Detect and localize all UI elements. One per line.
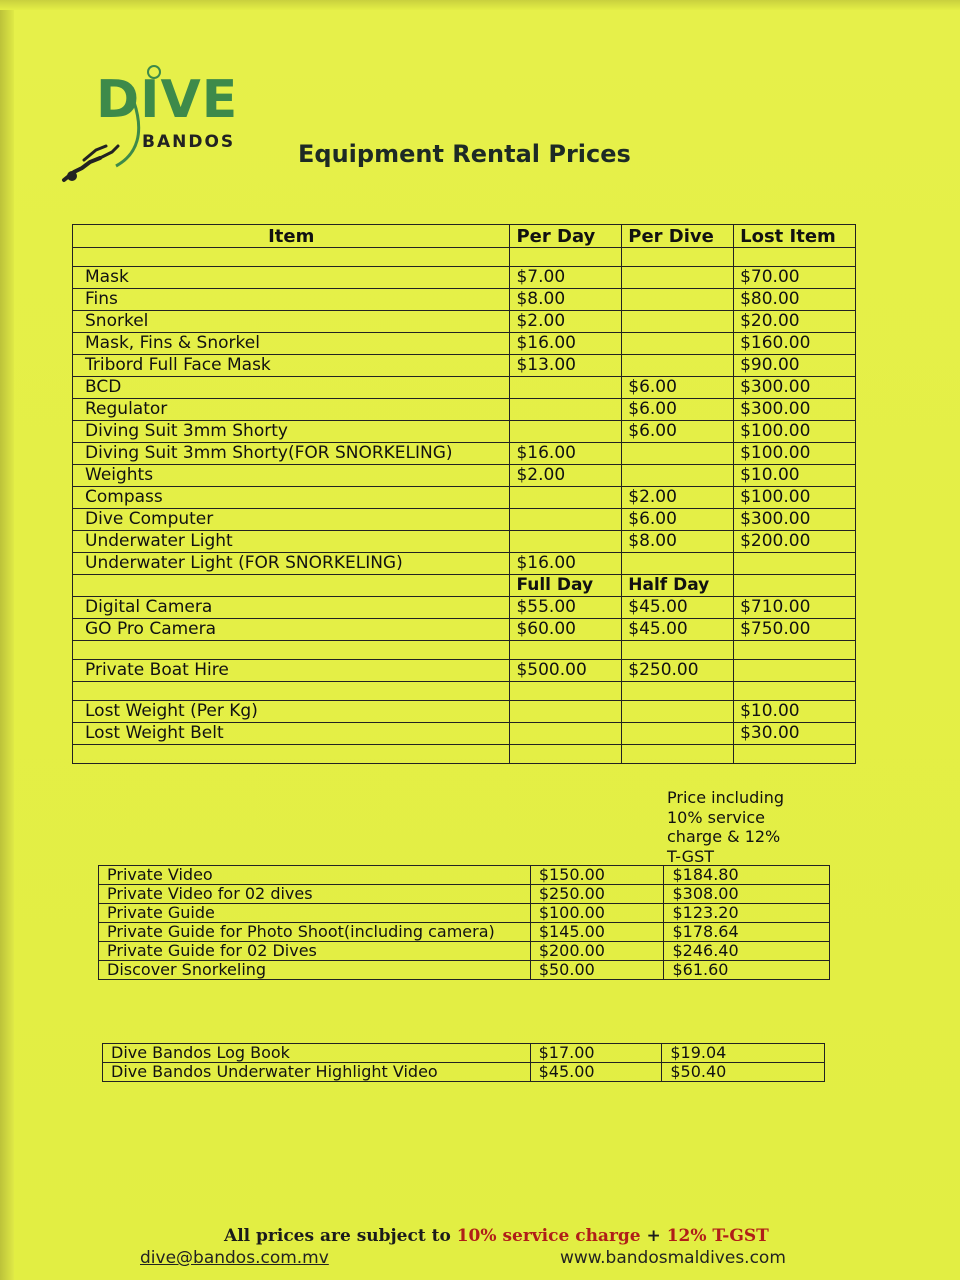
price-cell [622, 355, 734, 377]
table-row [99, 904, 830, 923]
empty-cell [622, 682, 734, 701]
table-row [73, 723, 856, 745]
price-cell: $8.00 [622, 531, 734, 553]
subheader-cell: Full Day [510, 575, 622, 597]
blank-row [73, 745, 856, 764]
price-cell [622, 553, 734, 575]
logo-word-bandos: BANDOS [142, 132, 236, 152]
item-name-cell: Snorkel [73, 311, 510, 333]
price-cell: $80.00 [734, 289, 856, 311]
extras-table [102, 1043, 825, 1082]
price-cell: $246.40 [664, 942, 830, 961]
price-cell: $70.00 [734, 267, 856, 289]
item-name-cell: Diving Suit 3mm Shorty [73, 421, 510, 443]
table-row [99, 961, 830, 980]
price-cell: $8.00 [510, 289, 622, 311]
item-name-cell: Dive Bandos Underwater Highlight Video [103, 1063, 531, 1082]
table-row [73, 399, 856, 421]
price-cell [622, 701, 734, 723]
price-cell: $61.60 [664, 961, 830, 980]
note-line: charge & 12% [667, 827, 781, 846]
price-cell: $50.40 [662, 1063, 825, 1082]
table-row [73, 465, 856, 487]
header-item: Item [73, 225, 510, 248]
price-cell: $300.00 [734, 509, 856, 531]
terms-plus: + [640, 1226, 667, 1246]
price-cell: $45.00 [622, 619, 734, 641]
terms-prefix: All prices are subject to [224, 1226, 457, 1246]
price-cell: $100.00 [734, 487, 856, 509]
note-line: Price including [667, 788, 784, 807]
price-cell: $178.64 [664, 923, 830, 942]
price-cell [622, 443, 734, 465]
price-cell [510, 701, 622, 723]
price-cell: $55.00 [510, 597, 622, 619]
price-cell [622, 333, 734, 355]
price-cell: $6.00 [622, 421, 734, 443]
price-cell: $123.20 [664, 904, 830, 923]
item-name-cell: Underwater Light [73, 531, 510, 553]
price-cell [510, 723, 622, 745]
price-cell: $100.00 [734, 443, 856, 465]
item-name-cell: Tribord Full Face Mask [73, 355, 510, 377]
website-url: www.bandosmaldives.com [560, 1248, 786, 1268]
price-cell: $16.00 [510, 333, 622, 355]
table-row [99, 942, 830, 961]
price-cell: $2.00 [622, 487, 734, 509]
price-cell [622, 311, 734, 333]
item-name-cell: Regulator [73, 399, 510, 421]
price-cell [510, 509, 622, 531]
blank-row [73, 641, 856, 660]
price-cell: $308.00 [664, 885, 830, 904]
item-name-cell: Discover Snorkeling [99, 961, 531, 980]
services-table [98, 865, 830, 980]
price-cell: $20.00 [734, 311, 856, 333]
price-cell [510, 421, 622, 443]
price-cell: $6.00 [622, 399, 734, 421]
empty-cell [510, 745, 622, 764]
price-cell: $2.00 [510, 465, 622, 487]
table-row [73, 311, 856, 333]
note-line: T-GST [667, 846, 714, 866]
table-row [73, 701, 856, 723]
item-name-cell: Private Guide [99, 904, 531, 923]
price-cell [622, 723, 734, 745]
table-row [99, 885, 830, 904]
empty-cell [734, 641, 856, 660]
item-name-cell: Dive Bandos Log Book [103, 1044, 531, 1063]
table-row [73, 355, 856, 377]
gst-text: 12% T-GST [666, 1226, 769, 1246]
empty-cell [510, 641, 622, 660]
table-row [73, 333, 856, 355]
price-cell [622, 465, 734, 487]
price-cell [622, 289, 734, 311]
price-cell: $19.04 [662, 1044, 825, 1063]
price-cell: $13.00 [510, 355, 622, 377]
price-cell: $16.00 [510, 443, 622, 465]
price-cell: $6.00 [622, 377, 734, 399]
price-cell: $184.80 [664, 866, 830, 885]
empty-cell [510, 682, 622, 701]
empty-cell [622, 641, 734, 660]
item-name-cell: Digital Camera [73, 597, 510, 619]
table-row [99, 923, 830, 942]
price-cell: $200.00 [530, 942, 664, 961]
price-cell: $500.00 [510, 660, 622, 682]
table-row [99, 866, 830, 885]
price-cell [510, 531, 622, 553]
item-name-cell: Diving Suit 3mm Shorty(FOR SNORKELING) [73, 443, 510, 465]
table-row [73, 597, 856, 619]
table-row [73, 267, 856, 289]
subheader-cell: Half Day [622, 575, 734, 597]
service-charge-text: 10% service charge [456, 1226, 641, 1246]
empty-cell [734, 682, 856, 701]
header-per-day: Per Day [510, 225, 622, 248]
item-name-cell: Lost Weight Belt [73, 723, 510, 745]
price-cell: $200.00 [734, 531, 856, 553]
price-terms-note [224, 1226, 769, 1246]
blank-row [73, 248, 856, 267]
price-cell: $6.00 [622, 509, 734, 531]
table-row [103, 1044, 825, 1063]
price-cell: $30.00 [734, 723, 856, 745]
item-name-cell: Compass [73, 487, 510, 509]
item-name-cell: Weights [73, 465, 510, 487]
price-cell [734, 660, 856, 682]
price-cell: $16.00 [510, 553, 622, 575]
empty-cell [73, 682, 510, 701]
item-name-cell: Private Guide for Photo Shoot(including camera) [99, 923, 531, 942]
empty-cell [622, 745, 734, 764]
subheader-cell [734, 575, 856, 597]
price-cell: $10.00 [734, 701, 856, 723]
dive-bandos-logo [56, 62, 246, 192]
note-line: 10% service [667, 807, 765, 827]
price-cell: $300.00 [734, 377, 856, 399]
sheet-edge-top [0, 0, 960, 10]
table-header-row [73, 225, 856, 248]
price-cell: $750.00 [734, 619, 856, 641]
item-name-cell: Private Guide for 02 Dives [99, 942, 531, 961]
price-cell: $45.00 [530, 1063, 662, 1082]
price-cell: $90.00 [734, 355, 856, 377]
item-name-cell: Mask [73, 267, 510, 289]
table-row [73, 619, 856, 641]
contact-email: dive@bandos.com.mv [140, 1248, 329, 1268]
price-cell: $100.00 [530, 904, 664, 923]
table-row [103, 1063, 825, 1082]
table-row [73, 487, 856, 509]
price-cell: $150.00 [530, 866, 664, 885]
price-cell: $7.00 [510, 267, 622, 289]
price-cell [510, 487, 622, 509]
price-cell: $50.00 [530, 961, 664, 980]
sheet-edge [0, 0, 14, 1280]
table-row [73, 553, 856, 575]
table-row [73, 443, 856, 465]
price-cell: $160.00 [734, 333, 856, 355]
table-row [73, 421, 856, 443]
blank-row [73, 682, 856, 701]
price-cell: $300.00 [734, 399, 856, 421]
logo-word-dive: DIVE [96, 70, 239, 130]
price-cell: $250.00 [622, 660, 734, 682]
table-row [73, 531, 856, 553]
item-name-cell: Mask, Fins & Snorkel [73, 333, 510, 355]
item-name-cell: GO Pro Camera [73, 619, 510, 641]
item-name-cell: Underwater Light (FOR SNORKELING) [73, 553, 510, 575]
price-cell: $10.00 [734, 465, 856, 487]
price-cell: $145.00 [530, 923, 664, 942]
empty-cell [73, 745, 510, 764]
price-cell [734, 553, 856, 575]
item-name-cell: BCD [73, 377, 510, 399]
header-lost-item: Lost Item [734, 225, 856, 248]
table-row [73, 289, 856, 311]
subheader-row [73, 575, 856, 597]
subheader-cell [73, 575, 510, 597]
table-row [73, 377, 856, 399]
price-cell: $710.00 [734, 597, 856, 619]
item-name-cell: Fins [73, 289, 510, 311]
price-cell: $45.00 [622, 597, 734, 619]
price-cell [510, 399, 622, 421]
empty-cell [734, 745, 856, 764]
item-name-cell: Private Boat Hire [73, 660, 510, 682]
table-row [73, 660, 856, 682]
price-cell: $60.00 [510, 619, 622, 641]
page-title: Equipment Rental Prices [298, 140, 631, 168]
item-name-cell: Lost Weight (Per Kg) [73, 701, 510, 723]
price-including-note [667, 788, 784, 866]
equipment-rental-table [72, 224, 856, 764]
item-name-cell: Private Video [99, 866, 531, 885]
item-name-cell: Private Video for 02 dives [99, 885, 531, 904]
price-cell: $100.00 [734, 421, 856, 443]
header-per-dive: Per Dive [622, 225, 734, 248]
empty-cell [73, 641, 510, 660]
price-cell: $2.00 [510, 311, 622, 333]
price-cell: $250.00 [530, 885, 664, 904]
price-cell [622, 267, 734, 289]
item-name-cell: Dive Computer [73, 509, 510, 531]
price-cell [510, 377, 622, 399]
price-cell: $17.00 [530, 1044, 662, 1063]
table-row [73, 509, 856, 531]
